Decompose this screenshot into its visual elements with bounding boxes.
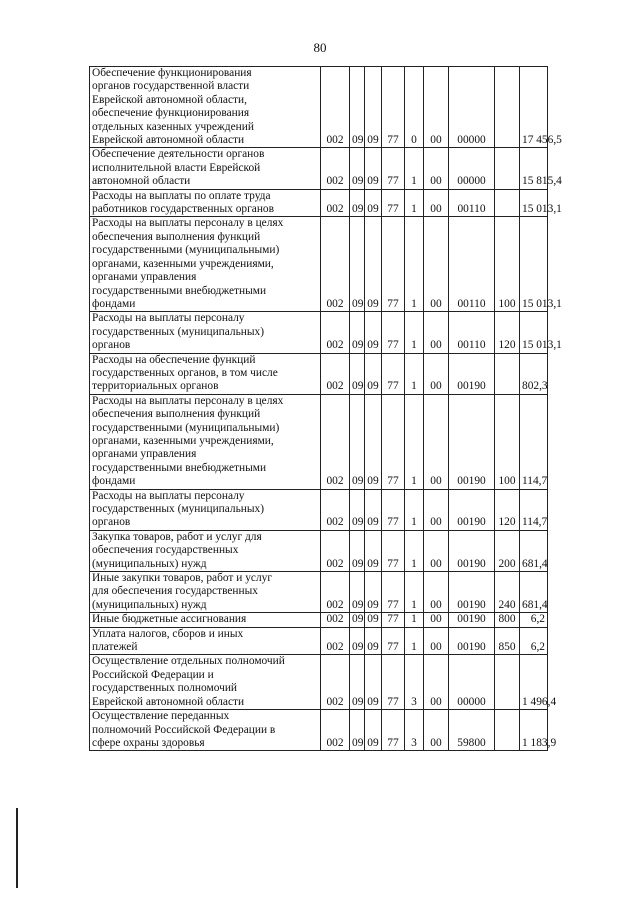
code-cell-c7: 00190 (449, 530, 495, 571)
amount-cell: 15 013,1 (520, 189, 548, 217)
code-cell-c4: 77 (382, 613, 405, 627)
code-cell-c8 (495, 710, 520, 751)
description-line: государственных (муниципальных) (92, 503, 265, 515)
code-cell-c7: 00190 (449, 627, 495, 655)
description-line: Уплата налогов, сборов и иных (92, 627, 244, 640)
code-cell-c5: 1 (405, 189, 424, 217)
description-line: государственными внебюджетными (92, 284, 267, 297)
code-cell-c7: 00110 (449, 217, 495, 312)
table-row (90, 67, 548, 148)
code-cell-c7: 00190 (449, 489, 495, 530)
description-line: платежей (92, 641, 138, 654)
row-description (90, 394, 321, 489)
description-line: отдельных казенных учреждений (92, 120, 254, 133)
description-line: обеспечения государственных (92, 544, 239, 557)
code-cell-c5: 1 (405, 530, 424, 571)
code-cell-c5: 1 (405, 353, 424, 394)
row-description (90, 613, 321, 627)
code-cell-c3: 09 (365, 67, 382, 148)
code-cell-c7: 00000 (449, 67, 495, 148)
description-line: Российской Федерации и (92, 668, 214, 681)
description-line: государственных полномочий (92, 682, 238, 695)
description-line: Расходы на выплаты персоналу в целях (92, 394, 284, 407)
code-cell-c3: 09 (365, 530, 382, 571)
description-line: Осуществление отдельных полномочий (92, 655, 285, 668)
row-description (90, 710, 321, 751)
code-cell-c1: 002 (321, 353, 350, 394)
code-cell-c1: 002 (321, 710, 350, 751)
description-line: территориальных органов (92, 380, 219, 393)
code-cell-c5: 1 (405, 627, 424, 655)
code-cell-c7: 00000 (449, 148, 495, 189)
code-cell-c3: 09 (365, 710, 382, 751)
code-cell-c5: 1 (405, 217, 424, 312)
code-cell-c5: 1 (405, 148, 424, 189)
description-line: органами управления (92, 271, 197, 284)
description-line: государственными внебюджетными (92, 461, 267, 474)
code-cell-c8 (495, 189, 520, 217)
description-line: Еврейской автономной области, (92, 93, 247, 106)
code-cell-c7: 00190 (449, 353, 495, 394)
code-cell-c5: 0 (405, 67, 424, 148)
code-cell-c2: 09 (350, 710, 365, 751)
margin-line (16, 808, 18, 888)
code-cell-c6: 00 (424, 489, 449, 530)
description-line: Осуществление переданных (92, 710, 230, 723)
description-line: для обеспечения государственных (92, 585, 258, 598)
code-cell-c4: 77 (382, 530, 405, 571)
row-description (90, 148, 321, 189)
code-cell-c2: 09 (350, 627, 365, 655)
description-line: органов (92, 339, 131, 352)
description-line: органами, казенными учреждениями, (92, 257, 274, 270)
code-cell-c6: 00 (424, 217, 449, 312)
table-row (90, 312, 548, 353)
code-cell-c2: 09 (350, 148, 365, 189)
code-cell-c5: 1 (405, 572, 424, 613)
code-cell-c1: 002 (321, 312, 350, 353)
code-cell-c3: 09 (365, 627, 382, 655)
description-line: Обеспечение деятельности органов (92, 148, 265, 161)
amount-cell: 114,7 (520, 489, 548, 530)
row-description (90, 572, 321, 613)
code-cell-c5: 1 (405, 613, 424, 627)
description-line: (муниципальных) нужд (92, 557, 207, 570)
page-number: 80 (313, 40, 327, 55)
table-row (90, 627, 548, 655)
code-cell-c7: 00110 (449, 312, 495, 353)
description-line: (муниципальных) нужд (92, 598, 207, 611)
table-row (90, 572, 548, 613)
code-cell-c4: 77 (382, 353, 405, 394)
code-cell-c1: 002 (321, 489, 350, 530)
table-row (90, 353, 548, 394)
amount-cell: 681,4 (520, 530, 548, 571)
table-row (90, 613, 548, 627)
code-cell-c3: 09 (365, 148, 382, 189)
code-cell-c8: 120 (495, 312, 520, 353)
description-line: государственных органов, в том числе (92, 366, 278, 379)
description-line: Закупка товаров, работ и услуг для (92, 530, 262, 543)
code-cell-c6: 00 (424, 613, 449, 627)
description-line: обеспечения выполнения функций (92, 230, 261, 243)
code-cell-c1: 002 (321, 572, 350, 613)
code-cell-c6: 00 (424, 312, 449, 353)
code-cell-c4: 77 (382, 710, 405, 751)
amount-cell: 1 496,4 (520, 655, 548, 710)
amount-cell: 15 815,4 (520, 148, 548, 189)
code-cell-c4: 77 (382, 627, 405, 655)
description-line: Еврейской автономной области (92, 695, 245, 708)
code-cell-c7: 00000 (449, 655, 495, 710)
code-cell-c3: 09 (365, 655, 382, 710)
code-cell-c3: 09 (365, 613, 382, 627)
code-cell-c8: 120 (495, 489, 520, 530)
code-cell-c8 (495, 655, 520, 710)
code-cell-c6: 00 (424, 67, 449, 148)
code-cell-c8: 100 (495, 394, 520, 489)
code-cell-c7: 00190 (449, 613, 495, 627)
code-cell-c1: 002 (321, 148, 350, 189)
code-cell-c8 (495, 67, 520, 148)
table-row (90, 148, 548, 189)
code-cell-c3: 09 (365, 489, 382, 530)
description-line: Обеспечение функционирования (92, 67, 252, 79)
code-cell-c6: 00 (424, 394, 449, 489)
code-cell-c5: 3 (405, 710, 424, 751)
code-cell-c4: 77 (382, 572, 405, 613)
amount-cell: 681,4 (520, 572, 548, 613)
description-line: исполнительной власти Еврейской (92, 161, 261, 174)
code-cell-c2: 09 (350, 189, 365, 217)
row-description (90, 530, 321, 571)
row-description (90, 353, 321, 394)
budget-table (89, 66, 562, 751)
code-cell-c6: 00 (424, 710, 449, 751)
table-row (90, 710, 548, 751)
description-line: государственными (муниципальными) (92, 244, 280, 257)
row-description (90, 189, 321, 217)
description-line: Расходы на обеспечение функций (92, 353, 256, 366)
code-cell-c2: 09 (350, 312, 365, 353)
code-cell-c1: 002 (321, 655, 350, 710)
code-cell-c2: 09 (350, 394, 365, 489)
code-cell-c5: 1 (405, 394, 424, 489)
code-cell-c2: 09 (350, 353, 365, 394)
description-line: Расходы на выплаты по оплате труда (92, 189, 271, 202)
description-line: Расходы на выплаты персоналу (92, 312, 245, 325)
amount-cell: 802,3 (520, 353, 548, 394)
code-cell-c1: 002 (321, 627, 350, 655)
description-line: органами управления (92, 448, 197, 461)
code-cell-c2: 09 (350, 572, 365, 613)
table-row (90, 394, 548, 489)
description-line: автономной области (92, 175, 191, 188)
code-cell-c4: 77 (382, 489, 405, 530)
code-cell-c1: 002 (321, 530, 350, 571)
code-cell-c8: 800 (495, 613, 520, 627)
code-cell-c8: 100 (495, 217, 520, 312)
description-line: органов (92, 516, 131, 529)
code-cell-c8: 240 (495, 572, 520, 613)
amount-cell: 6,2 (520, 613, 548, 627)
amount-cell: 6,2 (520, 627, 548, 655)
code-cell-c8: 200 (495, 530, 520, 571)
code-cell-c7: 00190 (449, 394, 495, 489)
description-line: Расходы на выплаты персоналу (92, 489, 245, 502)
description-line: фондами (92, 475, 136, 488)
code-cell-c8 (495, 353, 520, 394)
row-description (90, 67, 321, 148)
code-cell-c4: 77 (382, 217, 405, 312)
code-cell-c6: 00 (424, 353, 449, 394)
description-line: Расходы на выплаты персоналу в целях (92, 217, 284, 230)
row-description (90, 627, 321, 655)
row-description (90, 312, 321, 353)
code-cell-c2: 09 (350, 67, 365, 148)
amount-cell: 1 183,9 (520, 710, 548, 751)
amount-cell: 15 013,1 (520, 217, 548, 312)
code-cell-c6: 00 (424, 627, 449, 655)
code-cell-c5: 1 (405, 489, 424, 530)
code-cell-c2: 09 (350, 613, 365, 627)
amount-cell: 15 013,1 (520, 312, 548, 353)
table-row (90, 530, 548, 571)
code-cell-c1: 002 (321, 217, 350, 312)
amount-cell: 114,7 (520, 394, 548, 489)
budget-table-body (90, 67, 562, 751)
amount-cell: 17 456,5 (520, 67, 548, 148)
code-cell-c4: 77 (382, 394, 405, 489)
code-cell-c1: 002 (321, 394, 350, 489)
table-row (90, 217, 548, 312)
code-cell-c8: 850 (495, 627, 520, 655)
code-cell-c4: 77 (382, 312, 405, 353)
description-line: государственных (муниципальных) (92, 325, 265, 338)
code-cell-c6: 00 (424, 189, 449, 217)
description-line: органов государственной власти (92, 80, 250, 93)
code-cell-c7: 00190 (449, 572, 495, 613)
code-cell-c2: 09 (350, 655, 365, 710)
description-line: Иные закупки товаров, работ и услуг (92, 572, 273, 585)
row-description (90, 655, 321, 710)
description-line: органами, казенными учреждениями, (92, 434, 274, 447)
description-line: Иные бюджетные ассигнования (92, 613, 247, 626)
code-cell-c7: 59800 (449, 710, 495, 751)
row-description (90, 489, 321, 530)
description-line: обеспечение функционирования (92, 107, 250, 120)
code-cell-c6: 00 (424, 148, 449, 189)
code-cell-c6: 00 (424, 530, 449, 571)
code-cell-c3: 09 (365, 312, 382, 353)
description-line: сфере охраны здоровья (92, 736, 205, 749)
code-cell-c2: 09 (350, 489, 365, 530)
code-cell-c2: 09 (350, 217, 365, 312)
code-cell-c3: 09 (365, 353, 382, 394)
description-line: государственными (муниципальными) (92, 421, 280, 434)
table-row (90, 489, 548, 530)
code-cell-c4: 77 (382, 189, 405, 217)
code-cell-c1: 002 (321, 67, 350, 148)
code-cell-c3: 09 (365, 394, 382, 489)
code-cell-c4: 77 (382, 148, 405, 189)
code-cell-c5: 3 (405, 655, 424, 710)
code-cell-c6: 00 (424, 655, 449, 710)
code-cell-c3: 09 (365, 189, 382, 217)
row-description (90, 217, 321, 312)
description-line: работников государственных органов (92, 203, 275, 216)
description-line: полномочий Российской Федерации в (92, 723, 276, 736)
code-cell-c8 (495, 148, 520, 189)
table-row (90, 189, 548, 217)
code-cell-c3: 09 (365, 217, 382, 312)
code-cell-c1: 002 (321, 189, 350, 217)
description-line: обеспечения выполнения функций (92, 408, 261, 421)
code-cell-c1: 002 (321, 613, 350, 627)
code-cell-c5: 1 (405, 312, 424, 353)
code-cell-c7: 00110 (449, 189, 495, 217)
description-line: Еврейской автономной области (92, 134, 245, 147)
code-cell-c4: 77 (382, 67, 405, 148)
description-line: фондами (92, 297, 136, 310)
code-cell-c4: 77 (382, 655, 405, 710)
code-cell-c6: 00 (424, 572, 449, 613)
code-cell-c3: 09 (365, 572, 382, 613)
table-row (90, 655, 548, 710)
code-cell-c2: 09 (350, 530, 365, 571)
